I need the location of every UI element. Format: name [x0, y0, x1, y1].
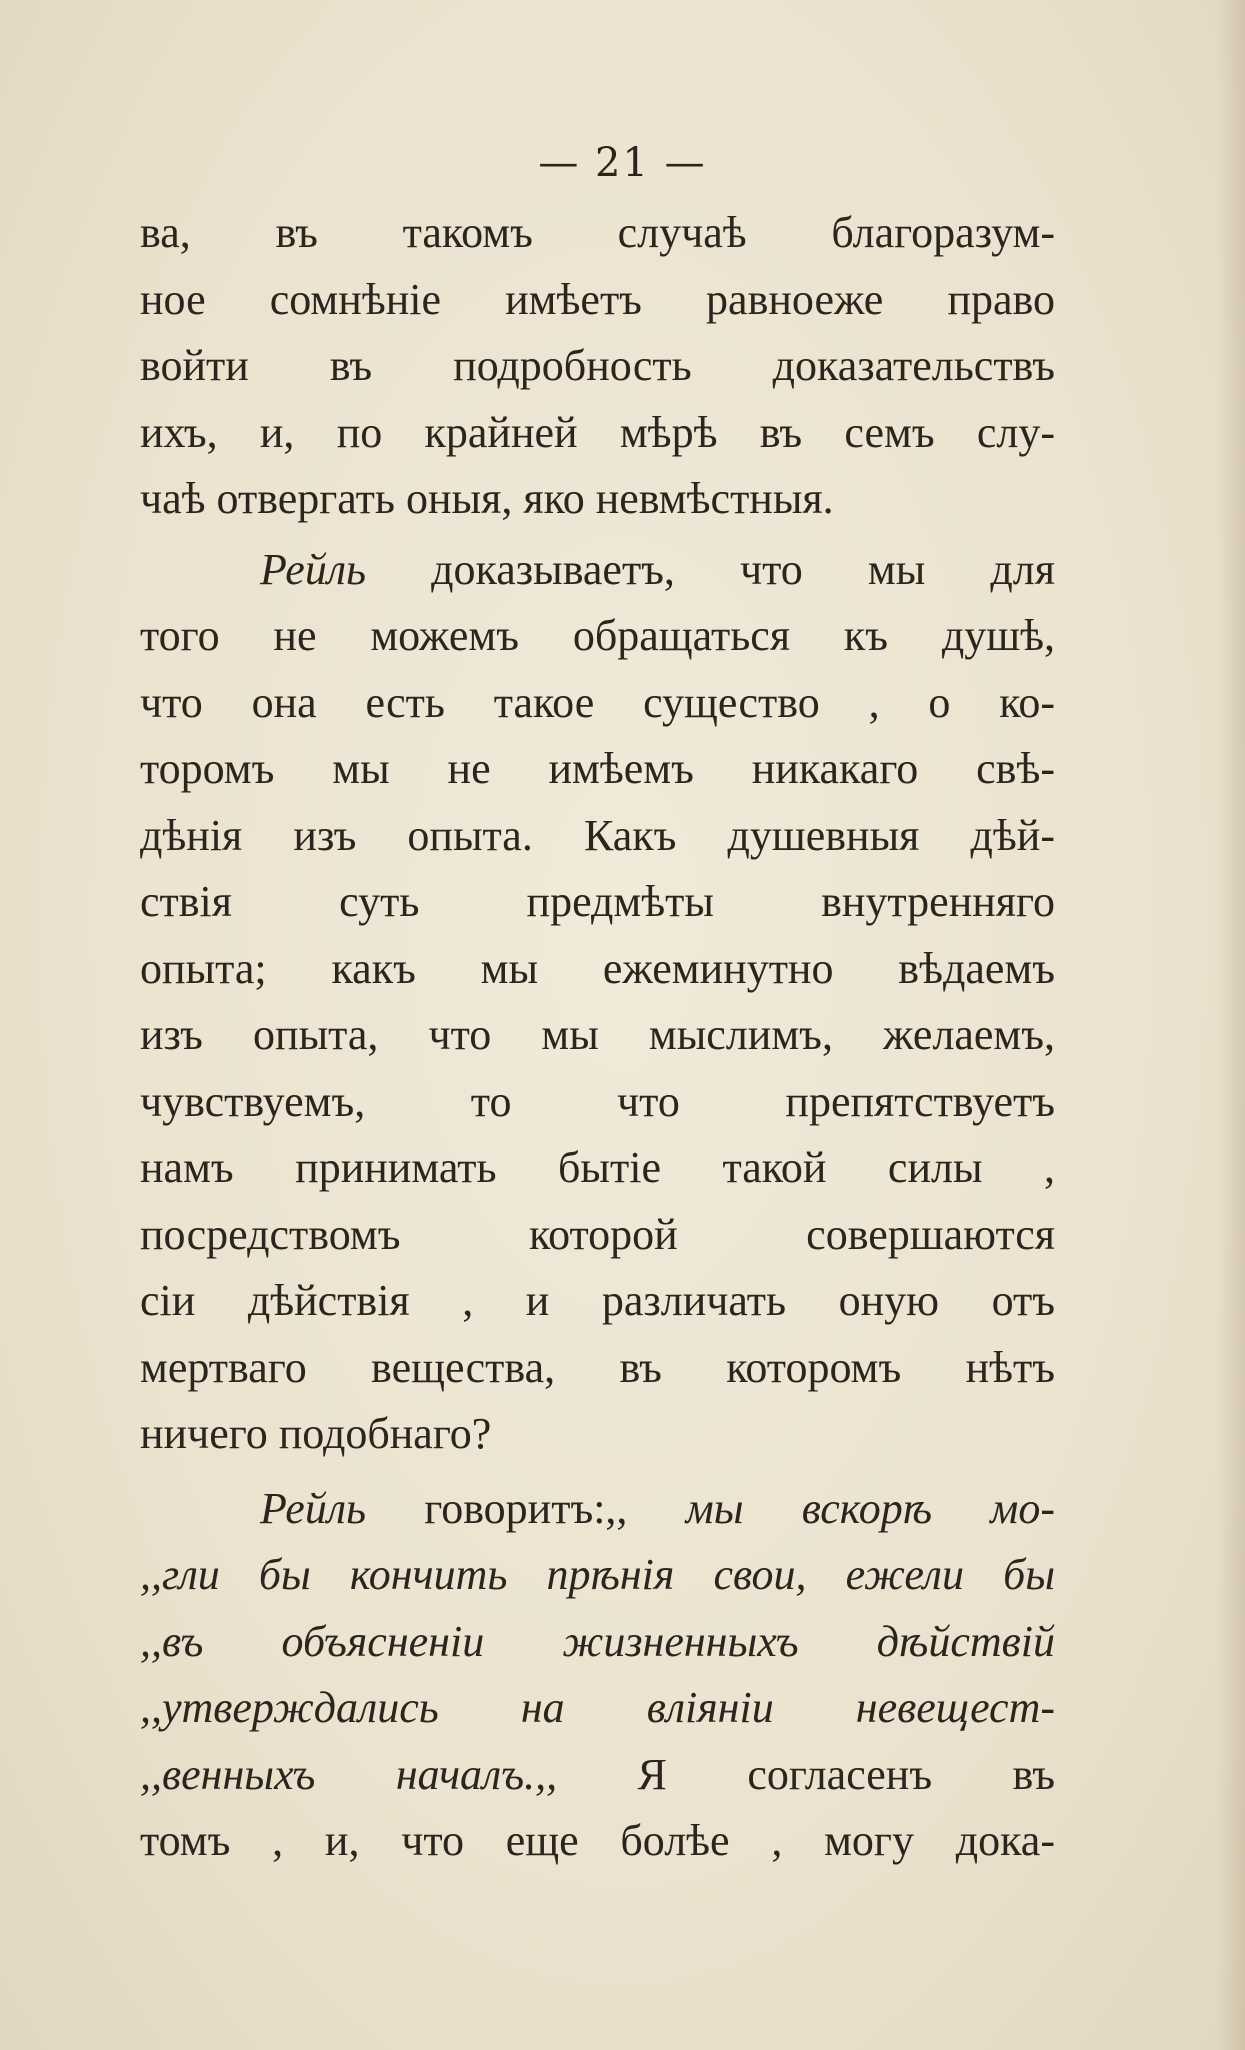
text-line: что она есть такое существо , о ко- [140, 677, 1055, 727]
text-line: посредствомъ которой совершаются [140, 1209, 1055, 1259]
quote-text: ,,венныхъ началъ.,, [140, 1749, 558, 1799]
quote-line: ,,утверждались на вліяніи невещест- [140, 1683, 1055, 1732]
text-line: мертваго вещества, въ которомъ нѣтъ [140, 1342, 1055, 1392]
text-line [140, 1742, 1055, 1809]
text-line: войти въ подробность доказательствъ [140, 341, 1055, 390]
text-line: ствія суть предмѣты внутренняго [140, 877, 1055, 926]
author-name: Рейль [260, 544, 367, 594]
quote-line: ,,въ объясненіи жизненныхъ дѣйствій [140, 1616, 1055, 1666]
text-line: томъ , и, что еще болѣе , могу дока- [140, 1816, 1055, 1865]
text-line: намъ принимать бытіе такой силы , [140, 1143, 1055, 1192]
text-line: ихъ, и, по крайней мѣрѣ въ семъ слу- [140, 407, 1055, 457]
quote-text: мы вскорѣ мо- [685, 1483, 1055, 1533]
text-line: опыта; какъ мы ежеминутно вѣдаемъ [140, 943, 1055, 993]
line-text: доказываетъ, что мы для [366, 544, 1055, 594]
text-line: ное сомнѣніе имѣетъ равноеже право [140, 274, 1055, 324]
text-line: сіи дѣйствія , и различать оную отъ [140, 1276, 1055, 1325]
text-line: ва, въ такомъ случаѣ благоразум- [140, 208, 1055, 257]
text-line: чаѣ отвергать оныя, яко невмѣстныя. [140, 474, 834, 523]
text-line: изъ опыта, что мы мыслимъ, желаемъ, [140, 1010, 1055, 1059]
paragraph-gap [140, 1468, 1055, 1476]
text-line: ничего подобнаго? [140, 1409, 492, 1458]
line-text: Я согласенъ въ [557, 1749, 1055, 1799]
quote-line: ,,гли бы кончить прѣнія свои, ежели бы [140, 1550, 1055, 1599]
text-line: того не можемъ обращаться къ душѣ, [140, 611, 1055, 660]
text-line: чувствуемъ, то что препятствуетъ [140, 1076, 1055, 1126]
page-number: — 21 — [538, 140, 707, 186]
text-line: дѣнія изъ опыта. Какъ душевныя дѣй- [140, 810, 1055, 860]
text-line [140, 1476, 1055, 1543]
body-text [140, 200, 1055, 1875]
page-edge-shadow [1217, 0, 1245, 2050]
text-line [140, 537, 1055, 604]
text-line: торомъ мы не имѣемъ никакаго свѣ- [140, 744, 1055, 793]
line-text: говоритъ:,, [366, 1483, 686, 1533]
author-name: Рейль [260, 1483, 367, 1533]
